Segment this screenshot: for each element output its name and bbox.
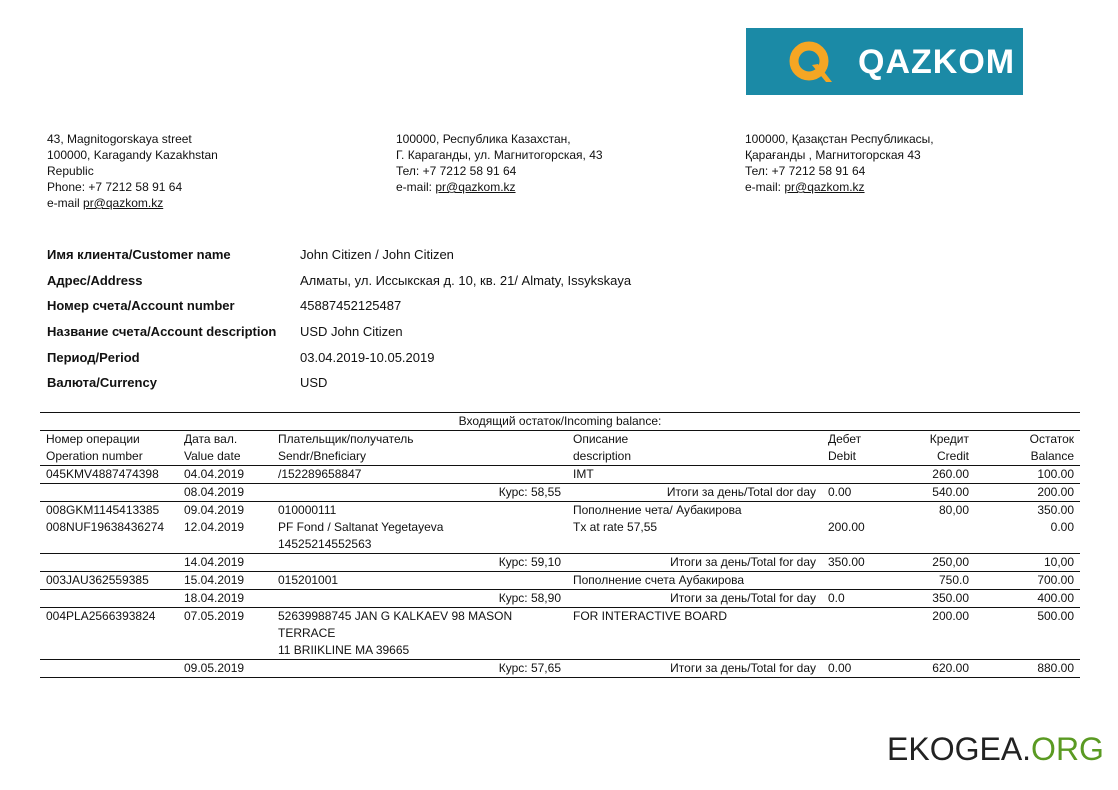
info-label: Номер счета/Account number [47,298,235,314]
incoming-balance-label: Входящий остаток/Incoming balance: [40,413,1080,431]
day-total-row [40,484,1080,502]
operation-number-cell [40,590,178,608]
address-line: 100000, Қазақстан Республикасы, [745,132,934,146]
email-label: e-mail: [396,180,436,194]
email-line [396,179,603,195]
address-line: Қарағанды , Магнитогорская 43 [745,148,921,162]
address-line: Phone: +7 7212 58 91 64 [47,180,183,194]
day-total-row [40,660,1080,678]
address-line: 100000, Karagandy Kazakhstan [47,148,218,162]
operation-number-cell [40,660,178,678]
table-row [40,608,1080,660]
day-total-row [40,590,1080,608]
day-total-row [40,554,1080,572]
value-date-cell: Дата вал. Value date [178,431,272,466]
debit-cell: 0.00 [822,484,890,502]
value-date-cell: 09.04.2019 12.04.2019 [178,502,272,554]
info-label: Период/Period [47,349,140,365]
info-value: Алматы, ул. Иссыкская д. 10, кв. 21/ Almaty, Issykskaya [300,272,632,288]
watermark-part2: ORG [1031,731,1104,767]
debit-cell [822,572,890,590]
value-date-cell: 07.05.2019 [178,608,272,660]
email-line [47,195,218,211]
info-row [47,268,631,294]
balance-cell: 880.00 [975,660,1080,678]
description-cell: Итоги за день/Total for day [567,554,822,572]
balance-cell: 10,00 [975,554,1080,572]
email-label: e-mail [47,196,84,210]
logo-text: QAZKOM [858,43,1016,81]
transactions-table [40,412,1080,678]
info-row [47,293,631,319]
description-cell: Итоги за день/Total dor day [567,484,822,502]
operation-number-cell [40,554,178,572]
email-line [745,179,934,195]
credit-cell: 260.00 [890,466,975,484]
info-row [47,344,631,370]
watermark [887,729,1104,769]
description-cell: IMT [567,466,822,484]
address-line: Тел: +7 7212 58 91 64 [745,164,866,178]
email-link[interactable]: pr@qazkom.kz [784,180,865,194]
info-row [47,319,631,345]
address-line: Г. Караганды, ул. Магнитогорская, 43 [396,148,603,162]
info-value: John Citizen / John Citizen [300,247,454,263]
operation-number-cell: 003JAU362559385 [40,572,178,590]
credit-cell: 620.00 [890,660,975,678]
operation-number-cell: 045KMV4887474398 [40,466,178,484]
address-block [396,131,603,195]
address-line: Republic [47,164,94,178]
watermark-part1: EKOGEA. [887,731,1032,767]
credit-cell: 250,00 [890,554,975,572]
sender-cell: 52639988745 JAN G KALKAEV 98 MASON TERRACE 11 BRIIKLINE MA 39665 [272,608,567,660]
balance-cell: Остаток Balance [975,431,1080,466]
balance-cell: 500.00 [975,608,1080,660]
email-link[interactable]: pr@qazkom.kz [435,180,516,194]
info-row [47,370,631,396]
value-date-cell: 09.05.2019 [178,660,272,678]
table-row [40,502,1080,554]
debit-cell: 0.0 [822,590,890,608]
sender-cell: Курс: 58,90 [272,590,567,608]
credit-cell: 200.00 [890,608,975,660]
balance-cell: 400.00 [975,590,1080,608]
table-row [40,572,1080,590]
operation-number-cell: 008GKM1145413385 008NUF19638436274 [40,502,178,554]
credit-cell: 750.0 [890,572,975,590]
customer-info [47,242,631,396]
debit-cell: 0.00 [822,660,890,678]
credit-cell: 540.00 [890,484,975,502]
info-label: Название счета/Account description [47,324,277,340]
description-cell: FOR INTERACTIVE BOARD [567,608,822,660]
balance-cell: 700.00 [975,572,1080,590]
balance-cell: 100.00 [975,466,1080,484]
sender-cell: 010000111 PF Fond / Saltanat Yegetayeva 14525214552563 [272,502,567,554]
balance-cell: 200.00 [975,484,1080,502]
info-value: 45887452125487 [300,298,402,314]
debit-cell: 200.00 [822,502,890,554]
balance-cell: 350.00 0.00 [975,502,1080,554]
sender-cell: Курс: 57,65 [272,660,567,678]
info-row [47,242,631,268]
value-date-cell: 04.04.2019 [178,466,272,484]
address-line: 100000, Республика Казахстан, [396,132,571,146]
sender-cell: Курс: 58,55 [272,484,567,502]
description-cell: Итоги за день/Total for day [567,590,822,608]
info-label: Адрес/Address [47,272,143,288]
description-cell: Итоги за день/Total for day [567,660,822,678]
debit-cell [822,608,890,660]
info-label: Имя клиента/Customer name [47,247,231,263]
operation-number-cell: 004PLA2566393824 [40,608,178,660]
credit-cell: 350.00 [890,590,975,608]
description-cell: Пополнение чета/ Аубакирова Tx at rate 57,55 [567,502,822,554]
debit-cell: Дебет Debit [822,431,890,466]
info-value: USD John Citizen [300,324,403,340]
sender-cell: Курс: 59,10 [272,554,567,572]
value-date-cell: 08.04.2019 [178,484,272,502]
description-cell: Пополнение счета Аубакирова [567,572,822,590]
sender-cell: 015201001 [272,572,567,590]
address-line: 43, Magnitogorskaya street [47,132,192,146]
email-label: e-mail: [745,180,785,194]
table-row [40,466,1080,484]
sender-cell: /152289658847 [272,466,567,484]
q-logo-icon [788,40,832,84]
value-date-cell: 18.04.2019 [178,590,272,608]
sender-cell: Плательщик/получатель Sendr/Bneficiary [272,431,567,466]
address-block [47,131,218,211]
qazkom-logo [746,28,1023,95]
operation-number-cell [40,484,178,502]
credit-cell: Кредит Credit [890,431,975,466]
info-value: USD [300,375,328,391]
debit-cell: 350.00 [822,554,890,572]
credit-cell: 80,00 [890,502,975,554]
header-row [40,431,1080,466]
value-date-cell: 14.04.2019 [178,554,272,572]
description-cell: Описание description [567,431,822,466]
info-value: 03.04.2019-10.05.2019 [300,349,435,365]
email-link[interactable]: pr@qazkom.kz [83,196,164,210]
value-date-cell: 15.04.2019 [178,572,272,590]
info-label: Валюта/Currency [47,375,157,391]
debit-cell [822,466,890,484]
address-block [745,131,934,195]
address-line: Тел: +7 7212 58 91 64 [396,164,517,178]
operation-number-cell: Номер операции Operation number [40,431,178,466]
incoming-balance-row [40,413,1080,431]
